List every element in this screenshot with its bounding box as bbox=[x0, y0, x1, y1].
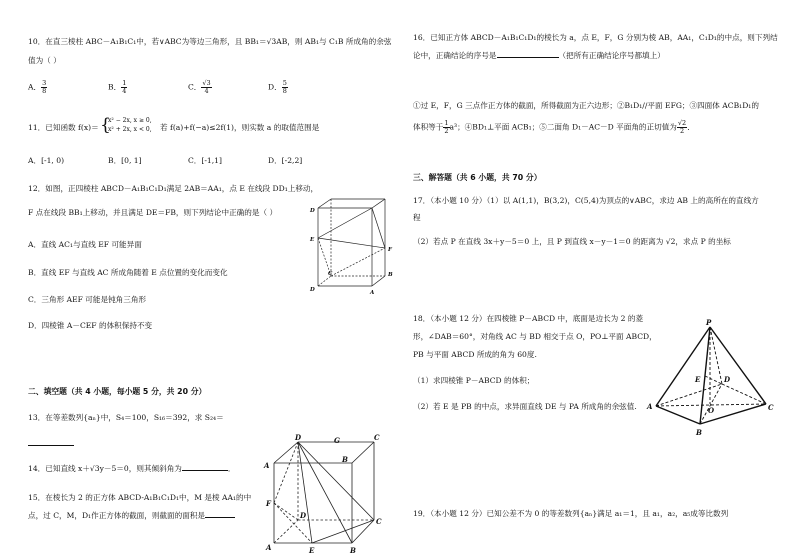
q16-line2: 论中，正确结论的序号是 （把所有正确结论序号都填上） bbox=[413, 51, 665, 60]
q16-line4: 体积等于 $\frac{1}{2}$ a³；④BD₁⊥平面 ACB₁；⑤二面角 D₁－AC－D 平面角的正切值为 $\frac{√2}{2}$ ． bbox=[413, 119, 695, 135]
q12-option-c[interactable]: C．三角形 AEF 可能是钝角三角形 bbox=[28, 295, 147, 304]
q14-answer-blank[interactable] bbox=[182, 470, 228, 471]
fig12-label-a1: A bbox=[370, 290, 375, 296]
q13-answer-blank[interactable] bbox=[28, 445, 74, 446]
q10-option-d[interactable]: D． $\frac{5}{8}$ bbox=[268, 79, 287, 95]
fig15-label-a1: A bbox=[264, 461, 270, 470]
q11-piece1: x² − 2x, x ≥ 0, bbox=[108, 117, 152, 124]
fig12-label-f: F bbox=[388, 247, 392, 253]
q13-line1: 13．在等差数列{aₙ}中，S₄＝100，S₁₆＝392，求 S₂₄＝ bbox=[28, 413, 224, 422]
q16-answer-blank[interactable] bbox=[497, 57, 559, 58]
q18-line3: PB 与平面 ABCD 所成的角为 60度. bbox=[413, 350, 537, 359]
q19-line1: 19．（本小题 12 分）已知公差不为 0 的等差数列{aₙ}满足 a₁＝1，且 a₁，a₂，a₅成等比数列 bbox=[413, 509, 729, 518]
fig18-label-p: P bbox=[706, 318, 712, 327]
fig12-label-d: D bbox=[310, 208, 315, 214]
q12-line1: 12．如图，正四棱柱 ABCD－A₁B₁C₁D₁满足 2AB＝AA₁，点 E 在线段 DD₁上移动， bbox=[28, 184, 319, 193]
q12-option-a[interactable]: A．直线 AC₁与直线 EF 可能异面 bbox=[28, 240, 142, 249]
q11-brace: { bbox=[100, 115, 111, 135]
q18-pyramid-figure bbox=[646, 318, 784, 438]
q11-suffix: 若 f(a)+f(−a)≤2f(1)，则实数 a 的取值范围是 bbox=[160, 123, 320, 132]
q11-option-a[interactable]: A．[-1, 0) bbox=[28, 156, 65, 165]
q17-line1: 17．（本小题 10 分）（1）以 A(1,1)，B(3,2)，C(5,4)为顶点的∨ABC，求边 AB 上的高所在的直线方 bbox=[413, 196, 759, 205]
q10-option-c[interactable]: C． $\frac{√3}{4}$ bbox=[188, 79, 211, 95]
q11-prefix: 11．已知函数 f(x)＝ bbox=[28, 123, 99, 132]
fig18-label-d: D bbox=[724, 375, 731, 384]
fig15-label-a: A bbox=[266, 543, 272, 552]
fig15-label-d: D bbox=[300, 511, 307, 520]
q12-option-d[interactable]: D．四棱锥 A－CEF 的体积保持不变 bbox=[28, 321, 153, 330]
q12-option-b[interactable]: B．直线 EF 与直线 AC 所成角随着 E 点位置的变化而变化 bbox=[28, 268, 228, 277]
fig18-label-a: A bbox=[647, 402, 653, 411]
q17-line3: （2）若点 P 在直线 3x＋y－5＝0 上，且 P 到直线 x－y－1＝0 的距离为 √2，求点 P 的坐标 bbox=[413, 237, 731, 246]
q11-option-c[interactable]: C．[-1,1] bbox=[188, 156, 222, 165]
fig15-label-b: B bbox=[350, 546, 356, 555]
q10-line1: 10．在直三棱柱 ABC－A₁B₁C₁中，若∨ABC为等边三角形，且 BB₁＝√3AB，则 AB₁与 C₁B 所成角的余弦 bbox=[28, 37, 392, 46]
q12-line2: F 点在线段 BB₁上移动，并且满足 DE＝FB，则下列结论中正确的是（ ） bbox=[28, 208, 278, 217]
section-2-heading: 二、填空题（共 4 小题，每小题 5 分，共 20 分） bbox=[28, 387, 207, 396]
q17-line2: 程 bbox=[413, 213, 421, 222]
fig18-label-b: B bbox=[696, 428, 702, 437]
q15-answer-blank[interactable] bbox=[205, 517, 235, 518]
fig12-label-d1: D bbox=[310, 287, 315, 293]
q11-option-b[interactable]: B．[0, 1] bbox=[108, 156, 142, 165]
section-3-heading: 三、解答题（共 6 小题，共 70 分） bbox=[413, 173, 542, 182]
fig15-label-b1: B bbox=[342, 455, 348, 464]
q15-cube-figure bbox=[262, 433, 392, 556]
q14-text: 14．已知直线 x＋√3y－5＝0，则其倾斜角为 ． bbox=[28, 464, 236, 473]
q18-line2: 形，∠DAB＝60°，对角线 AC 与 BD 相交于点 O，PO⊥平面 ABCD， bbox=[413, 332, 657, 341]
fig15-label-g: G bbox=[334, 436, 340, 445]
fig18-label-o: O bbox=[708, 406, 715, 415]
fig15-label-f: F bbox=[266, 499, 271, 508]
q18-line1: 18．（本小题 12 分）在四棱锥 P－ABCD 中，底面是边长为 2 的菱 bbox=[413, 314, 644, 323]
q10-option-a[interactable]: A． $\frac{3}{8}$ bbox=[28, 79, 47, 95]
q15-line1: 15．在棱长为 2 的正方体 ABCD-A₁B₁C₁D₁中，M 是棱 AA₁的中 bbox=[28, 493, 252, 502]
fig12-label-c1: C bbox=[328, 271, 333, 277]
fig15-label-c1: C bbox=[374, 433, 380, 442]
q16-line3: ①过 E，F，G 三点作正方体的截面，所得截面为正六边形；②B₁D₁//平面 EFG；③四面体 ACB₁D₁的 bbox=[413, 101, 759, 110]
fig15-label-c: C bbox=[376, 517, 382, 526]
q11-piece2: x² + 2x, x < 0, bbox=[108, 126, 152, 133]
q12-prism-figure bbox=[308, 196, 398, 296]
fig12-label-b1: B bbox=[388, 272, 393, 278]
q18-sub1: （1）求四棱锥 P－ABCD 的体积； bbox=[413, 376, 535, 385]
q15-line2: 点，过 C，M，D₁作正方体的截面，则截面的面积是 bbox=[28, 511, 235, 521]
fig12-label-e: E bbox=[310, 237, 315, 243]
fig15-label-d1: D bbox=[295, 433, 302, 442]
q10-option-b[interactable]: B． $\frac{1}{4}$ bbox=[108, 79, 127, 95]
fig15-label-e: E bbox=[309, 546, 315, 555]
q10-line2: 值为（ ） bbox=[28, 56, 61, 65]
fig18-label-c: C bbox=[768, 403, 774, 412]
fig18-label-e: E bbox=[695, 375, 701, 384]
q16-line1: 16．已知正方体 ABCD－A₁B₁C₁D₁的棱长为 a，点 E，F，G 分别为棱 AB，AA₁，C₁D₁的中点，则下列结 bbox=[413, 33, 778, 42]
q18-sub2: （2）若 E 是 PB 的中点，求异面直线 DE 与 PA 所成角的余弦值. bbox=[413, 402, 637, 411]
q11-option-d[interactable]: D．[-2,2] bbox=[268, 156, 303, 165]
